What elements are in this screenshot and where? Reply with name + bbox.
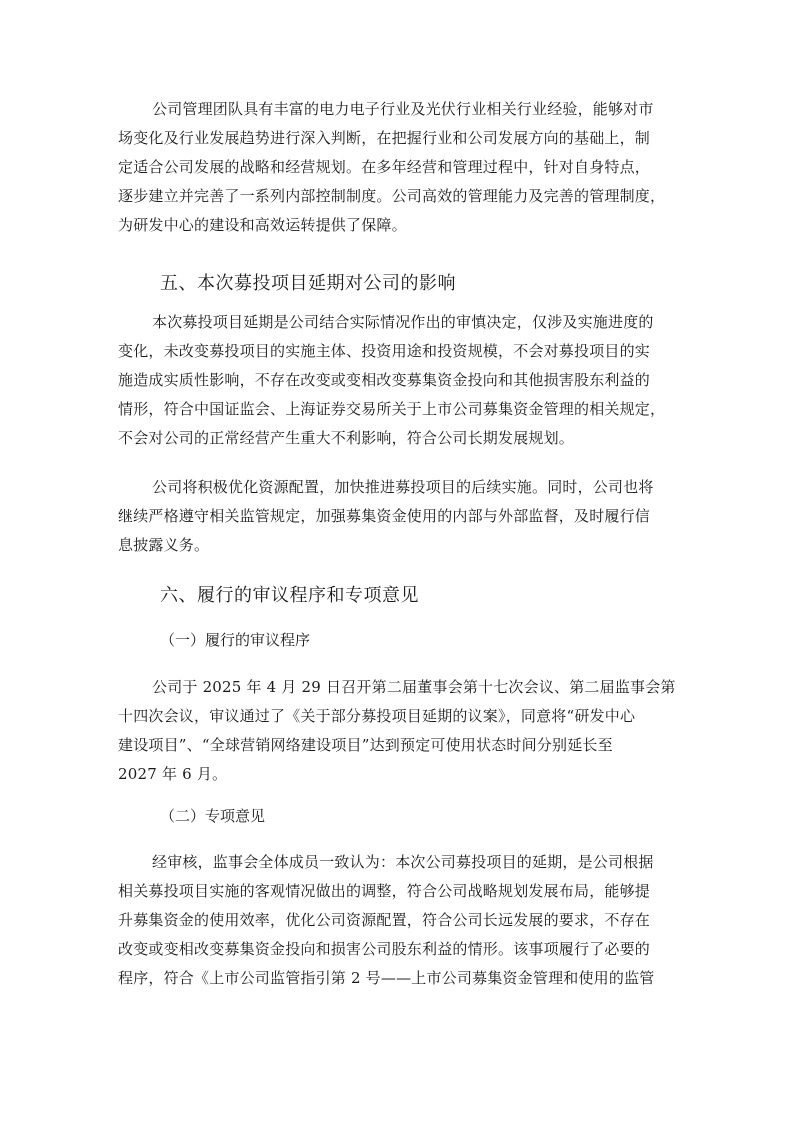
text-line: 情形，符合中国证监会、上海证券交易所关于上市公司募集资金管理的相关规定，: [118, 400, 666, 418]
paragraph-delay-impact: [118, 308, 678, 453]
text-line: 十四次会议，审议通过了《关于部分募投项目延期的议案》，同意将“研发中心: [118, 707, 636, 725]
text-line: 逐步建立并完善了一系列内部控制制度。公司高效的管理能力及完善的管理制度，: [118, 187, 666, 205]
text-line: 为研发中心的建设和高效运转提供了保障。: [118, 216, 407, 234]
text-line: 升募集资金的使用效率，优化公司资源配置，符合公司长远发展的要求，不存在: [118, 911, 651, 929]
text-line: 施造成实质性影响，不存在改变或变相改变募集资金投向和其他损害股东利益的: [118, 371, 651, 389]
subsection-heading-review-procedure: （一）履行的审议程序: [160, 631, 311, 649]
paragraph-management-team: [118, 95, 678, 240]
paragraph-resource-optimization: [118, 473, 678, 560]
text-line: 场变化及行业发展趋势进行深入判断，在把握行业和公司发展方向的基础上，制: [118, 129, 651, 147]
text-line: 改变或变相改变募集资金投向和损害公司股东利益的情形。该事项履行了必要的: [118, 940, 651, 958]
text-line: 继续严格遵守相关监管规定，加强募集资金使用的内部与外部监督，及时履行信: [118, 507, 651, 525]
text-line: 定适合公司发展的战略和经营规划。在多年经营和管理过程中，针对自身特点，: [118, 158, 651, 176]
text-line: 公司将积极优化资源配置，加快推进募投项目的后续实施。同时，公司也将: [152, 478, 654, 496]
text-line: 变化，未改变募投项目的实施主体、投资用途和投资规模，不会对募投项目的实: [118, 342, 651, 360]
text-line: 公司管理团队具有丰富的电力电子行业及光伏行业相关行业经验，能够对市: [152, 100, 654, 118]
text-line: 相关募投项目实施的客观情况做出的调整，符合公司战略规划发展布局，能够提: [118, 882, 651, 900]
text-line: 2027 年 6 月。: [118, 765, 228, 783]
text-line: 建设项目”、“全球营销网络建设项目”达到预定可使用状态时间分别延长至: [118, 736, 613, 754]
paragraph-supervisory-opinion: [118, 848, 678, 993]
paragraph-review-procedure: [118, 673, 678, 789]
section-heading-5: 五、本次募投项目延期对公司的影响: [160, 273, 456, 294]
text-line: 公司于 2025 年 4 月 29 日召开第二届董事会第十七次会议、第二届监事会第: [152, 678, 676, 696]
text-line: 经审核，监事会全体成员一致认为：本次公司募投项目的延期，是公司根据: [152, 853, 654, 871]
text-line: 程序，符合《上市公司监管指引第 2 号——上市公司募集资金管理和使用的监管: [118, 969, 655, 987]
text-line: 不会对公司的正常经营产生重大不利影响，符合公司长期发展规划。: [118, 429, 575, 447]
subsection-heading-special-opinion: （二）专项意见: [160, 807, 266, 825]
text-line: 息披露义务。: [118, 536, 210, 554]
section-heading-6: 六、履行的审议程序和专项意见: [160, 585, 419, 606]
text-line: 本次募投项目延期是公司结合实际情况作出的审慎决定，仅涉及实施进度的: [152, 313, 654, 331]
